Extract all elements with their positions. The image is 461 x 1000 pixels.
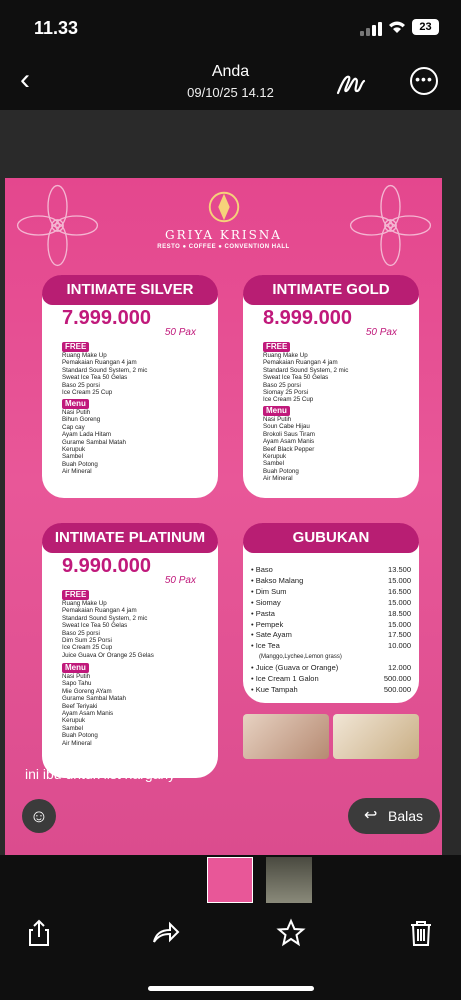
item-price: 16.500 [388,586,411,596]
menu-label: Menu [62,399,89,409]
list-item [251,674,411,685]
griya-krisna-logo-icon [205,188,243,226]
list-item: Ruang Make Up [62,600,107,607]
list-item: Baso 25 porsi [263,381,301,389]
list-item: Siomay 25 Porsi [263,389,309,397]
sender-title: Anda [211,63,250,80]
timestamp: 09/10/25 14.12 [187,85,274,100]
item-name: • Pasta [251,608,275,618]
item-price: 17.500 [388,630,411,640]
list-item: Nasi Putih [263,416,292,423]
package-pax: 50 Pax [164,575,196,586]
forward-icon[interactable] [150,918,180,948]
brand-tagline: RESTO ● COFFEE ● CONVENTION HALL [157,244,290,250]
message-caption: ini ibu untuk list hargany [25,766,176,782]
gubukan-list [251,565,411,696]
free-list [62,352,147,396]
free-list [62,600,154,659]
item-name: (Manggo,Lychee,Lemon grass) [259,654,342,661]
package-pax: 50 Pax [365,327,397,338]
list-item: Ruang Make Up [263,352,308,359]
package-price: 7.999.000 [62,307,151,329]
list-item: Ice Cream 25 Cup [263,396,314,404]
free-label: FREE [62,590,89,600]
list-item: Mie Goreng AYam [62,687,112,695]
list-item: Sambel [62,724,83,732]
star-icon[interactable] [276,918,306,948]
list-item [251,598,411,609]
item-name: • Pempek [251,619,284,629]
package-price: 9.990.000 [62,555,151,577]
item-price: 500.000 [383,674,411,684]
floral-decoration-icon [10,178,105,273]
list-item: Pemakaian Ruangan 4 jam [62,359,137,367]
list-item: Nasi Putih [62,673,91,680]
item-price: 15.000 [388,575,411,585]
item-name: • Ice Tea [251,641,280,651]
item-price: 10.000 [388,641,411,651]
list-item: Pemakaian Ruangan 4 jam [62,607,137,615]
menu-list [62,409,126,476]
list-item: Air Mineral [62,468,92,476]
list-item: Cap cay [62,423,85,431]
list-item: Standard Sound System, 2 mic [62,366,148,374]
package-title: INTIMATE PLATINUM [42,523,218,553]
list-item: Juice Guava Or Orange 25 Gelas [62,651,154,659]
list-item: Ice Cream 25 Cup [62,644,113,652]
list-item: Soun Cabe Hijau [263,423,310,431]
list-item: Standard Sound System, 2 mic [263,366,349,374]
thumbnail-strip [0,855,461,910]
list-item [251,663,411,674]
list-item: Kerupuk [62,717,86,725]
smiley-icon: ☺ [29,806,49,826]
gubukan-card [243,523,419,703]
item-name: • Sate Ayam [251,630,292,640]
list-item: Sapo Tahu [62,680,92,688]
list-item: Ayam Asam Manis [62,710,114,718]
item-price: 13.500 [388,565,411,574]
more-options-button[interactable]: ••• [410,67,438,95]
reply-arrow-icon: ↩ [364,807,378,824]
menu-list [62,673,126,747]
add-reaction-button[interactable] [22,799,56,833]
item-price: 500.000 [383,684,411,694]
item-name: • Siomay [251,597,281,607]
list-item: Air Mineral [62,739,92,747]
list-item: Buah Potong [62,460,98,468]
free-label: FREE [62,342,89,352]
menu-list [263,416,315,483]
list-item: Sweat Ice Tea 50 Gelas [62,622,128,630]
package-title: INTIMATE GOLD [243,275,419,305]
list-item [251,587,411,598]
rings-photo [333,714,419,759]
package-price: 8.999.000 [263,307,352,329]
item-name: • Bakso Malang [251,575,304,585]
list-item: Ice Cream 25 Cup [62,389,113,397]
intimate-gold-card [243,275,419,498]
image-viewer [0,110,461,855]
list-item: Gurame Sambal Matah [62,438,126,446]
list-item: Bihun Goreng [62,416,101,424]
list-item: Sweat Ice Tea 50 Gelas [263,374,329,382]
gubukan-title: GUBUKAN [243,523,419,553]
list-item: Baso 25 porsi [62,629,100,637]
list-item: Dim Sum 25 Porsi [62,637,112,645]
free-label: FREE [263,342,290,352]
menu-label: Menu [263,406,290,416]
brand-name: GRIYA KRISNA [165,228,282,242]
list-item [251,576,411,587]
status-bar [0,0,461,55]
back-button[interactable]: ‹ [20,63,30,96]
list-item: Beef Teriyaki [62,702,98,710]
battery-icon: 23 [412,19,439,35]
item-price: 12.000 [388,663,411,673]
item-price: 15.000 [388,597,411,607]
share-icon[interactable] [24,918,54,948]
markup-pen-icon[interactable] [334,65,368,99]
signal-icon [360,22,384,36]
list-item: Sambel [62,453,83,461]
free-list [263,352,348,404]
floral-decoration-icon [343,178,438,273]
list-item [251,685,411,696]
list-item: Kerupuk [62,446,86,454]
item-name: • Juice (Guava or Orange) [251,663,339,673]
wifi-icon [388,18,406,36]
list-item [251,609,411,620]
list-item: Sweat Ice Tea 50 Gelas [62,374,128,382]
item-name: • Dim Sum [251,586,287,596]
list-item: Beef Black Pepper [263,445,315,453]
top-navigation [0,55,461,110]
thumbnail-current[interactable] [207,857,253,903]
list-item: Ayam Lada Hitam [62,431,112,439]
item-name: • Kue Tampah [251,684,298,694]
list-item [251,641,411,652]
item-name: • Ice Cream 1 Galon [251,674,319,684]
list-item-note [251,652,411,663]
list-item [251,565,411,576]
list-item: Ayam Asam Manis [263,438,315,446]
intimate-silver-card [42,275,218,498]
item-price: 15.000 [388,619,411,629]
list-item: Buah Potong [62,732,98,740]
trash-icon[interactable] [406,918,436,948]
package-title: INTIMATE SILVER [42,275,218,305]
list-item: Baso 25 porsi [62,381,100,389]
list-item: Pemakaian Ruangan 4 jam [263,359,338,367]
thumbnail-next[interactable] [266,857,312,903]
list-item: Kerupuk [263,453,287,461]
list-item [251,620,411,631]
package-pax: 50 Pax [164,327,196,338]
menu-label: Menu [62,663,89,673]
list-item [251,630,411,641]
list-item: Sambel [263,460,284,468]
item-price: 18.500 [388,608,411,618]
list-item: Ruang Make Up [62,352,107,359]
reply-button[interactable] [348,798,440,834]
status-time: 11.33 [34,18,79,38]
bottom-toolbar [0,910,461,1000]
intimate-platinum-card [42,523,218,778]
list-item: Nasi Putih [62,409,91,416]
list-item: Brokoli Saus Tiram [263,430,315,438]
list-item: Standard Sound System, 2 mic [62,614,148,622]
home-indicator [148,986,314,991]
list-item: Air Mineral [263,475,293,483]
list-item: Gurame Sambal Matah [62,695,126,703]
item-name: • Baso [251,565,273,574]
wedding-photo [243,714,329,759]
list-item: Buah Potong [263,467,299,475]
reply-label: Balas [388,808,424,824]
